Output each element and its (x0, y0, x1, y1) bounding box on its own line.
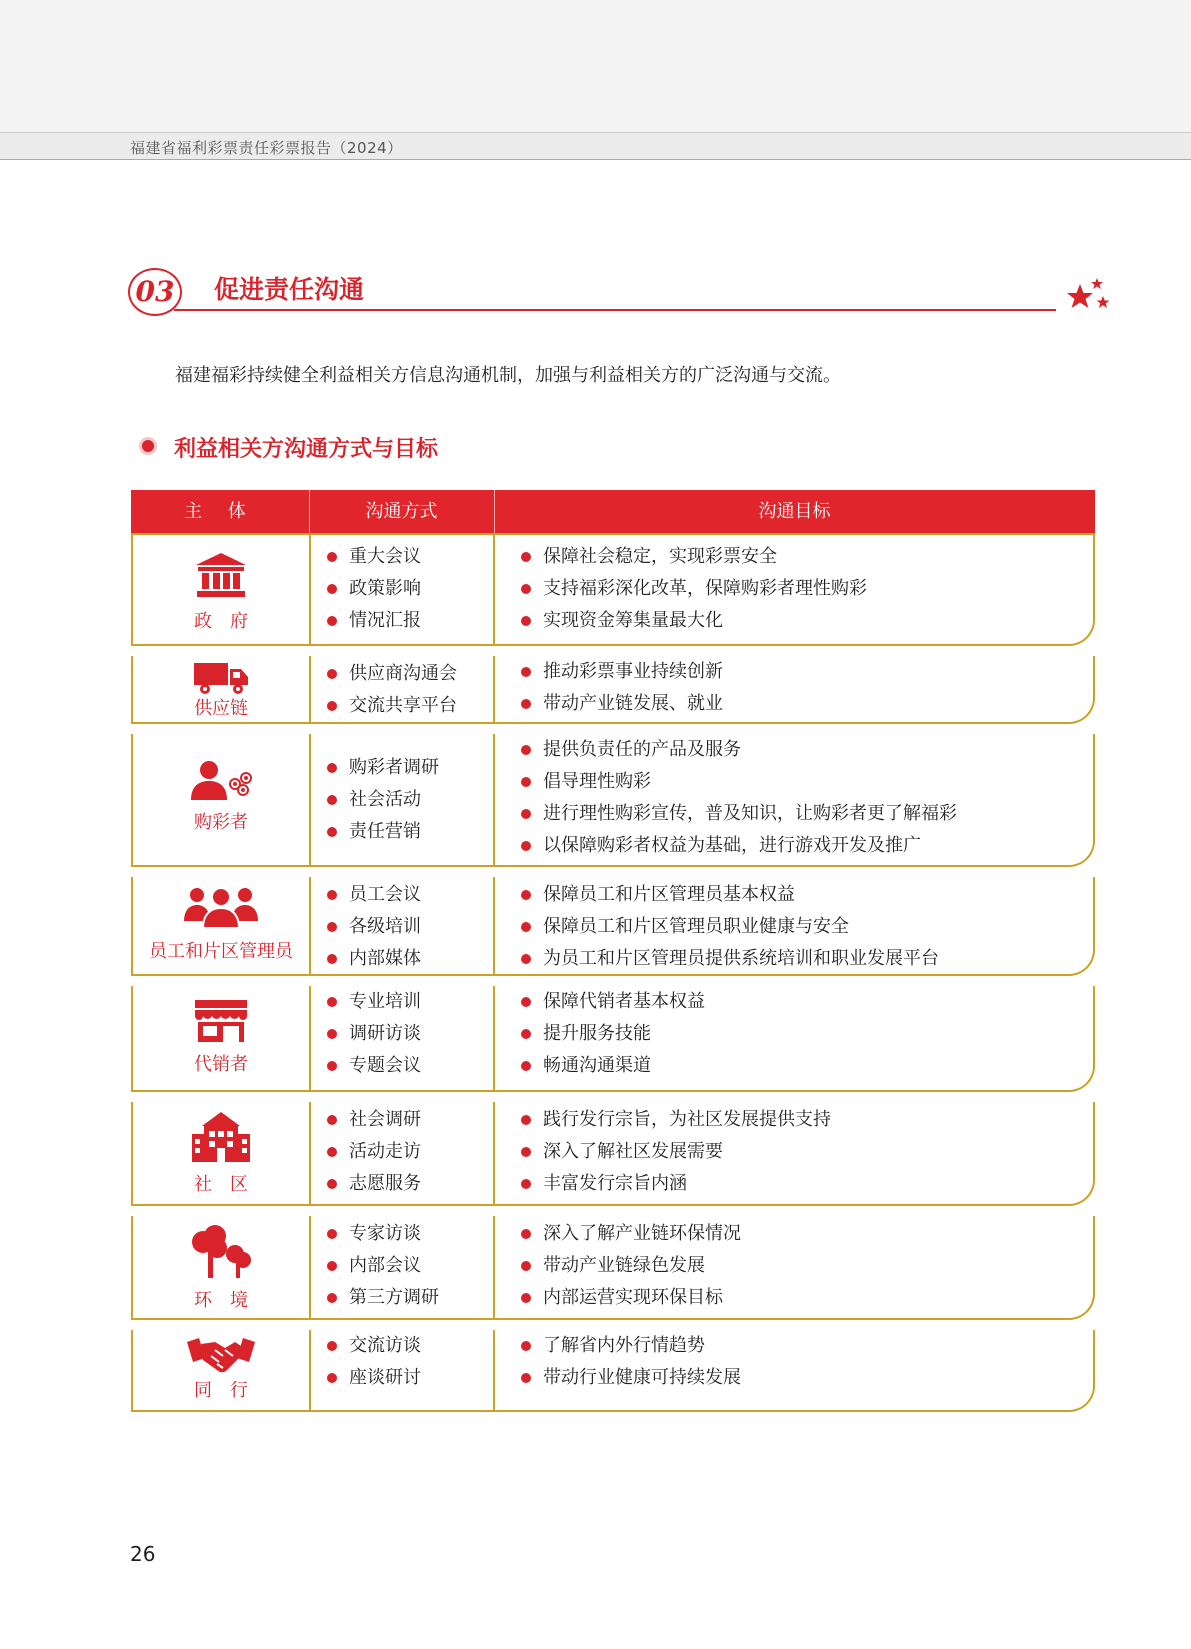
method-item: 员工会议 (325, 879, 421, 911)
section-number: 03 (128, 268, 182, 316)
table-row (131, 1216, 1095, 1320)
goal-item: 为员工和片区管理员提供系统培训和职业发展平台 (519, 943, 939, 975)
methods-list (325, 879, 421, 975)
goal-item: 实现资金筹集量最大化 (519, 605, 867, 637)
storefront-icon (193, 998, 249, 1044)
table-row (131, 877, 1095, 976)
method-item: 供应商沟通会 (325, 658, 457, 690)
section-intro: 福建福彩持续健全利益相关方信息沟通机制，加强与利益相关方的广泛沟通与交流。 (175, 365, 841, 386)
bullet-dot-icon (142, 440, 154, 452)
entity-cell (133, 1102, 309, 1204)
section-title: 促进责任沟通 (214, 275, 365, 304)
entity-cell (133, 734, 309, 865)
goals-list (519, 1330, 741, 1394)
method-item: 活动走访 (325, 1136, 421, 1168)
header-entity: 主 体 (184, 501, 256, 522)
entity-label: 同 行 (194, 1380, 248, 1401)
method-item: 情况汇报 (325, 605, 421, 637)
entity-cell (133, 1216, 309, 1318)
goals-list (519, 541, 867, 637)
method-item: 志愿服务 (325, 1168, 421, 1200)
table-row (131, 734, 1095, 867)
entity-label: 代销者 (194, 1054, 248, 1075)
goal-item: 带动产业链绿色发展 (519, 1250, 741, 1282)
delivery-truck-icon (193, 660, 249, 696)
goal-item: 支持福彩深化改革，保障购彩者理性购彩 (519, 573, 867, 605)
methods-list (325, 1218, 439, 1314)
entity-label: 供应链 (194, 698, 248, 719)
goal-item: 深入了解产业链环保情况 (519, 1218, 741, 1250)
table-row (131, 656, 1095, 724)
method-item: 政策影响 (325, 573, 421, 605)
goal-item: 保障社会稳定，实现彩票安全 (519, 541, 867, 573)
section-underline (174, 309, 1056, 311)
goal-item: 保障代销者基本权益 (519, 986, 705, 1018)
goal-item: 践行发行宗旨，为社区发展提供支持 (519, 1104, 831, 1136)
entity-cell (133, 535, 309, 644)
trees-icon (189, 1224, 253, 1280)
header-goals: 沟通目标 (758, 501, 831, 522)
entity-cell (133, 986, 309, 1090)
method-item: 社会调研 (325, 1104, 421, 1136)
entity-label: 员工和片区管理员 (149, 941, 293, 962)
goal-item: 畅通沟通渠道 (519, 1050, 705, 1082)
method-item: 专家访谈 (325, 1218, 439, 1250)
table-row (131, 986, 1095, 1092)
methods-list (325, 752, 439, 848)
method-item: 交流共享平台 (325, 690, 457, 722)
section-heading (124, 262, 1114, 322)
subsection-title: 利益相关方沟通方式与目标 (174, 437, 439, 462)
goals-list (519, 986, 705, 1082)
goal-item: 带动行业健康可持续发展 (519, 1362, 741, 1394)
method-item: 交流访谈 (325, 1330, 421, 1362)
goals-list (519, 879, 939, 975)
table-row (131, 1102, 1095, 1206)
goal-item: 保障员工和片区管理员基本权益 (519, 879, 939, 911)
goals-list (519, 1218, 741, 1314)
staff-group-icon (183, 885, 259, 929)
method-item: 重大会议 (325, 541, 421, 573)
header-methods: 沟通方式 (365, 501, 438, 522)
goal-item: 了解省内外行情趋势 (519, 1330, 741, 1362)
goal-item: 保障员工和片区管理员职业健康与安全 (519, 911, 939, 943)
methods-list (325, 1104, 421, 1200)
entity-label: 环 境 (194, 1290, 248, 1311)
goal-item: 丰富发行宗旨内涵 (519, 1168, 831, 1200)
goal-item: 推动彩票事业持续创新 (519, 656, 723, 688)
method-item: 社会活动 (325, 784, 439, 816)
entity-cell (133, 656, 309, 722)
handshake-icon (185, 1336, 257, 1376)
government-building-icon (194, 551, 248, 599)
entity-cell (133, 877, 309, 974)
goal-item: 深入了解社区发展需要 (519, 1136, 831, 1168)
report-title: 福建省福利彩票责任彩票报告（2024） (130, 139, 403, 157)
stars-icon (1066, 276, 1112, 316)
methods-list (325, 1330, 421, 1394)
table-row (131, 1330, 1095, 1412)
running-header (0, 132, 1191, 160)
goal-item: 提升服务技能 (519, 1018, 705, 1050)
goal-item: 进行理性购彩宣传，普及知识，让购彩者更了解福彩 (519, 798, 957, 830)
lottery-buyer-icon (189, 760, 253, 804)
entity-label: 政 府 (194, 611, 248, 632)
method-item: 座谈研讨 (325, 1362, 421, 1394)
table-row (131, 535, 1095, 646)
method-item: 内部会议 (325, 1250, 439, 1282)
goal-item: 倡导理性购彩 (519, 766, 957, 798)
table-header (131, 490, 1095, 535)
method-item: 专题会议 (325, 1050, 421, 1082)
entity-label: 购彩者 (194, 812, 248, 833)
community-building-icon (190, 1110, 252, 1164)
goal-item: 以保障购彩者权益为基础，进行游戏开发及推广 (519, 830, 957, 862)
goal-item: 带动产业链发展、就业 (519, 688, 723, 720)
methods-list (325, 986, 421, 1082)
method-item: 第三方调研 (325, 1282, 439, 1314)
entity-cell (133, 1330, 309, 1410)
top-margin (0, 0, 1191, 132)
methods-list (325, 541, 421, 637)
goals-list (519, 656, 723, 720)
method-item: 各级培训 (325, 911, 421, 943)
methods-list (325, 658, 457, 722)
entity-label: 社 区 (194, 1174, 248, 1195)
method-item: 内部媒体 (325, 943, 421, 975)
goal-item: 内部运营实现环保目标 (519, 1282, 741, 1314)
method-item: 调研访谈 (325, 1018, 421, 1050)
method-item: 专业培训 (325, 986, 421, 1018)
goals-list (519, 734, 957, 862)
goals-list (519, 1104, 831, 1200)
method-item: 购彩者调研 (325, 752, 439, 784)
goal-item: 提供负责任的产品及服务 (519, 734, 957, 766)
method-item: 责任营销 (325, 816, 439, 848)
page-number: 26 (130, 1542, 156, 1566)
